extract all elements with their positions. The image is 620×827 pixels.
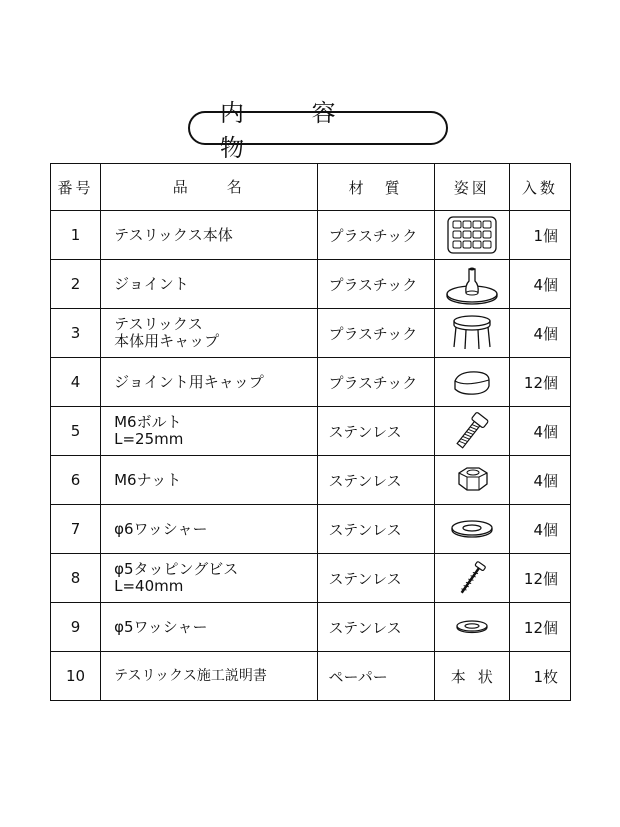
- row-material: ステンレス: [317, 603, 434, 652]
- row-qty: 4個: [509, 260, 570, 309]
- row-qty: 1枚: [509, 652, 570, 701]
- table-row: [51, 260, 571, 309]
- table-row: [51, 603, 571, 652]
- row-name: M6ボルト L=25mm: [101, 407, 317, 456]
- row-no: 7: [51, 505, 101, 554]
- table-row: [51, 456, 571, 505]
- header-figure: 姿図: [434, 164, 509, 211]
- row-material: プラスチック: [317, 211, 434, 260]
- row-material: プラスチック: [317, 358, 434, 407]
- nut-icon: [451, 465, 493, 495]
- row-qty: 4個: [509, 407, 570, 456]
- row-no: 5: [51, 407, 101, 456]
- header-material: 材 質: [317, 164, 434, 211]
- row-material: ステンレス: [317, 505, 434, 554]
- row-name: テスリックス本体: [101, 211, 317, 260]
- row-qty: 12個: [509, 554, 570, 603]
- table-row: [51, 407, 571, 456]
- row-figure: [434, 505, 509, 554]
- figure-text: 本状: [450, 667, 505, 686]
- row-no: 4: [51, 358, 101, 407]
- row-material: ペーパー: [317, 652, 434, 701]
- page-title: 内 容 物: [188, 111, 448, 145]
- row-material: ステンレス: [317, 456, 434, 505]
- contents-table: [50, 163, 571, 701]
- row-name: ジョイント用キャップ: [101, 358, 317, 407]
- row-no: 10: [51, 652, 101, 701]
- grid-body-icon: [446, 215, 498, 255]
- row-no: 2: [51, 260, 101, 309]
- row-qty: 12個: [509, 603, 570, 652]
- row-material: ステンレス: [317, 407, 434, 456]
- row-figure: [434, 260, 509, 309]
- joint-icon: [444, 263, 500, 305]
- row-name: φ6ワッシャー: [101, 505, 317, 554]
- row-qty: 4個: [509, 456, 570, 505]
- table-row: [51, 652, 571, 701]
- row-no: 9: [51, 603, 101, 652]
- row-name: φ5タッピングビス L=40mm: [101, 554, 317, 603]
- joint-cap-icon: [449, 365, 495, 399]
- row-name: M6ナット: [101, 456, 317, 505]
- row-name: ジョイント: [101, 260, 317, 309]
- row-figure: [434, 407, 509, 456]
- row-name: テスリックス施工説明書: [101, 652, 317, 701]
- table-row: [51, 358, 571, 407]
- row-figure: [434, 652, 509, 701]
- row-figure: [434, 456, 509, 505]
- table-header-row: [51, 164, 571, 211]
- row-material: プラスチック: [317, 260, 434, 309]
- row-qty: 4個: [509, 505, 570, 554]
- header-name: 品 名: [101, 164, 317, 211]
- row-figure: [434, 603, 509, 652]
- row-no: 6: [51, 456, 101, 505]
- row-qty: 4個: [509, 309, 570, 358]
- bolt-icon: [449, 409, 495, 453]
- row-figure: [434, 309, 509, 358]
- row-name: φ5ワッシャー: [101, 603, 317, 652]
- washer-large-icon: [448, 517, 496, 541]
- row-qty: 1個: [509, 211, 570, 260]
- body-cap-icon: [448, 313, 496, 353]
- row-name: テスリックス 本体用キャップ: [101, 309, 317, 358]
- washer-small-icon: [452, 618, 492, 636]
- table-row: [51, 211, 571, 260]
- header-no: 番号: [51, 164, 101, 211]
- table-row: [51, 309, 571, 358]
- screw-icon: [452, 556, 492, 600]
- row-figure: [434, 554, 509, 603]
- row-material: プラスチック: [317, 309, 434, 358]
- row-material: ステンレス: [317, 554, 434, 603]
- row-no: 8: [51, 554, 101, 603]
- table-row: [51, 554, 571, 603]
- header-qty: 入数: [509, 164, 570, 211]
- table-row: [51, 505, 571, 554]
- row-figure: [434, 211, 509, 260]
- row-no: 3: [51, 309, 101, 358]
- row-figure: [434, 358, 509, 407]
- row-qty: 12個: [509, 358, 570, 407]
- row-no: 1: [51, 211, 101, 260]
